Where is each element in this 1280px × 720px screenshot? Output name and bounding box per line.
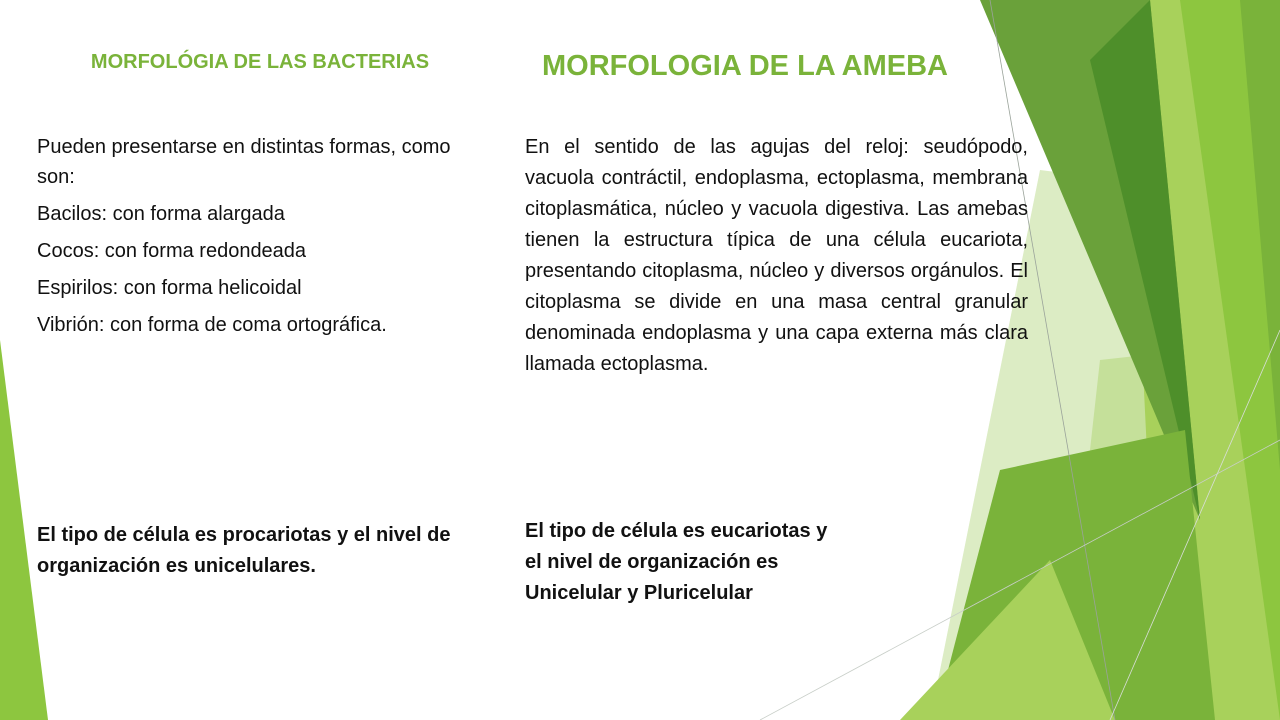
bacteria-item-vibrion: Vibrión: con forma de coma ortográfica.	[37, 314, 387, 336]
bacteria-body	[37, 132, 457, 347]
bacteria-item-espirilos: Espirilos: con forma helicoidal	[37, 277, 302, 299]
ameba-conclusion-line: el nivel de organización es	[525, 551, 779, 573]
bacteria-conclusion: El tipo de célula es procariotas y el nivel de organización es unicelulares.	[37, 524, 451, 577]
ameba-conclusion	[525, 516, 955, 609]
ameba-conclusion-line: Unicelular y Pluricelular	[525, 582, 753, 604]
ameba-title: MORFOLOGIA DE LA AMEBA	[542, 50, 948, 82]
ameba-conclusion-line: El tipo de célula es eucariotas y	[525, 520, 828, 542]
ameba-body: En el sentido de las agujas del reloj: seudópodo, vacuola contráctil, endoplasma, ectoplasma, membrana citoplasmática, núcleo y vacuola digestiva. Las amebas tienen la estructura típica de una célula eucariota, presentando citoplasma, núcleo y diversos orgánulos. El citoplasma se divide en una masa central granular denominada endoplasma y una capa externa más clara llamada ectoplasma.	[525, 136, 1028, 375]
bacteria-intro: Pueden presentarse en distintas formas, como son:	[37, 136, 451, 188]
bacteria-item-bacilos: Bacilos: con forma alargada	[37, 203, 285, 225]
bacteria-item-cocos: Cocos: con forma redondeada	[37, 240, 307, 262]
bacteria-title: MORFOLÓGIA DE LAS BACTERIAS	[90, 51, 430, 73]
